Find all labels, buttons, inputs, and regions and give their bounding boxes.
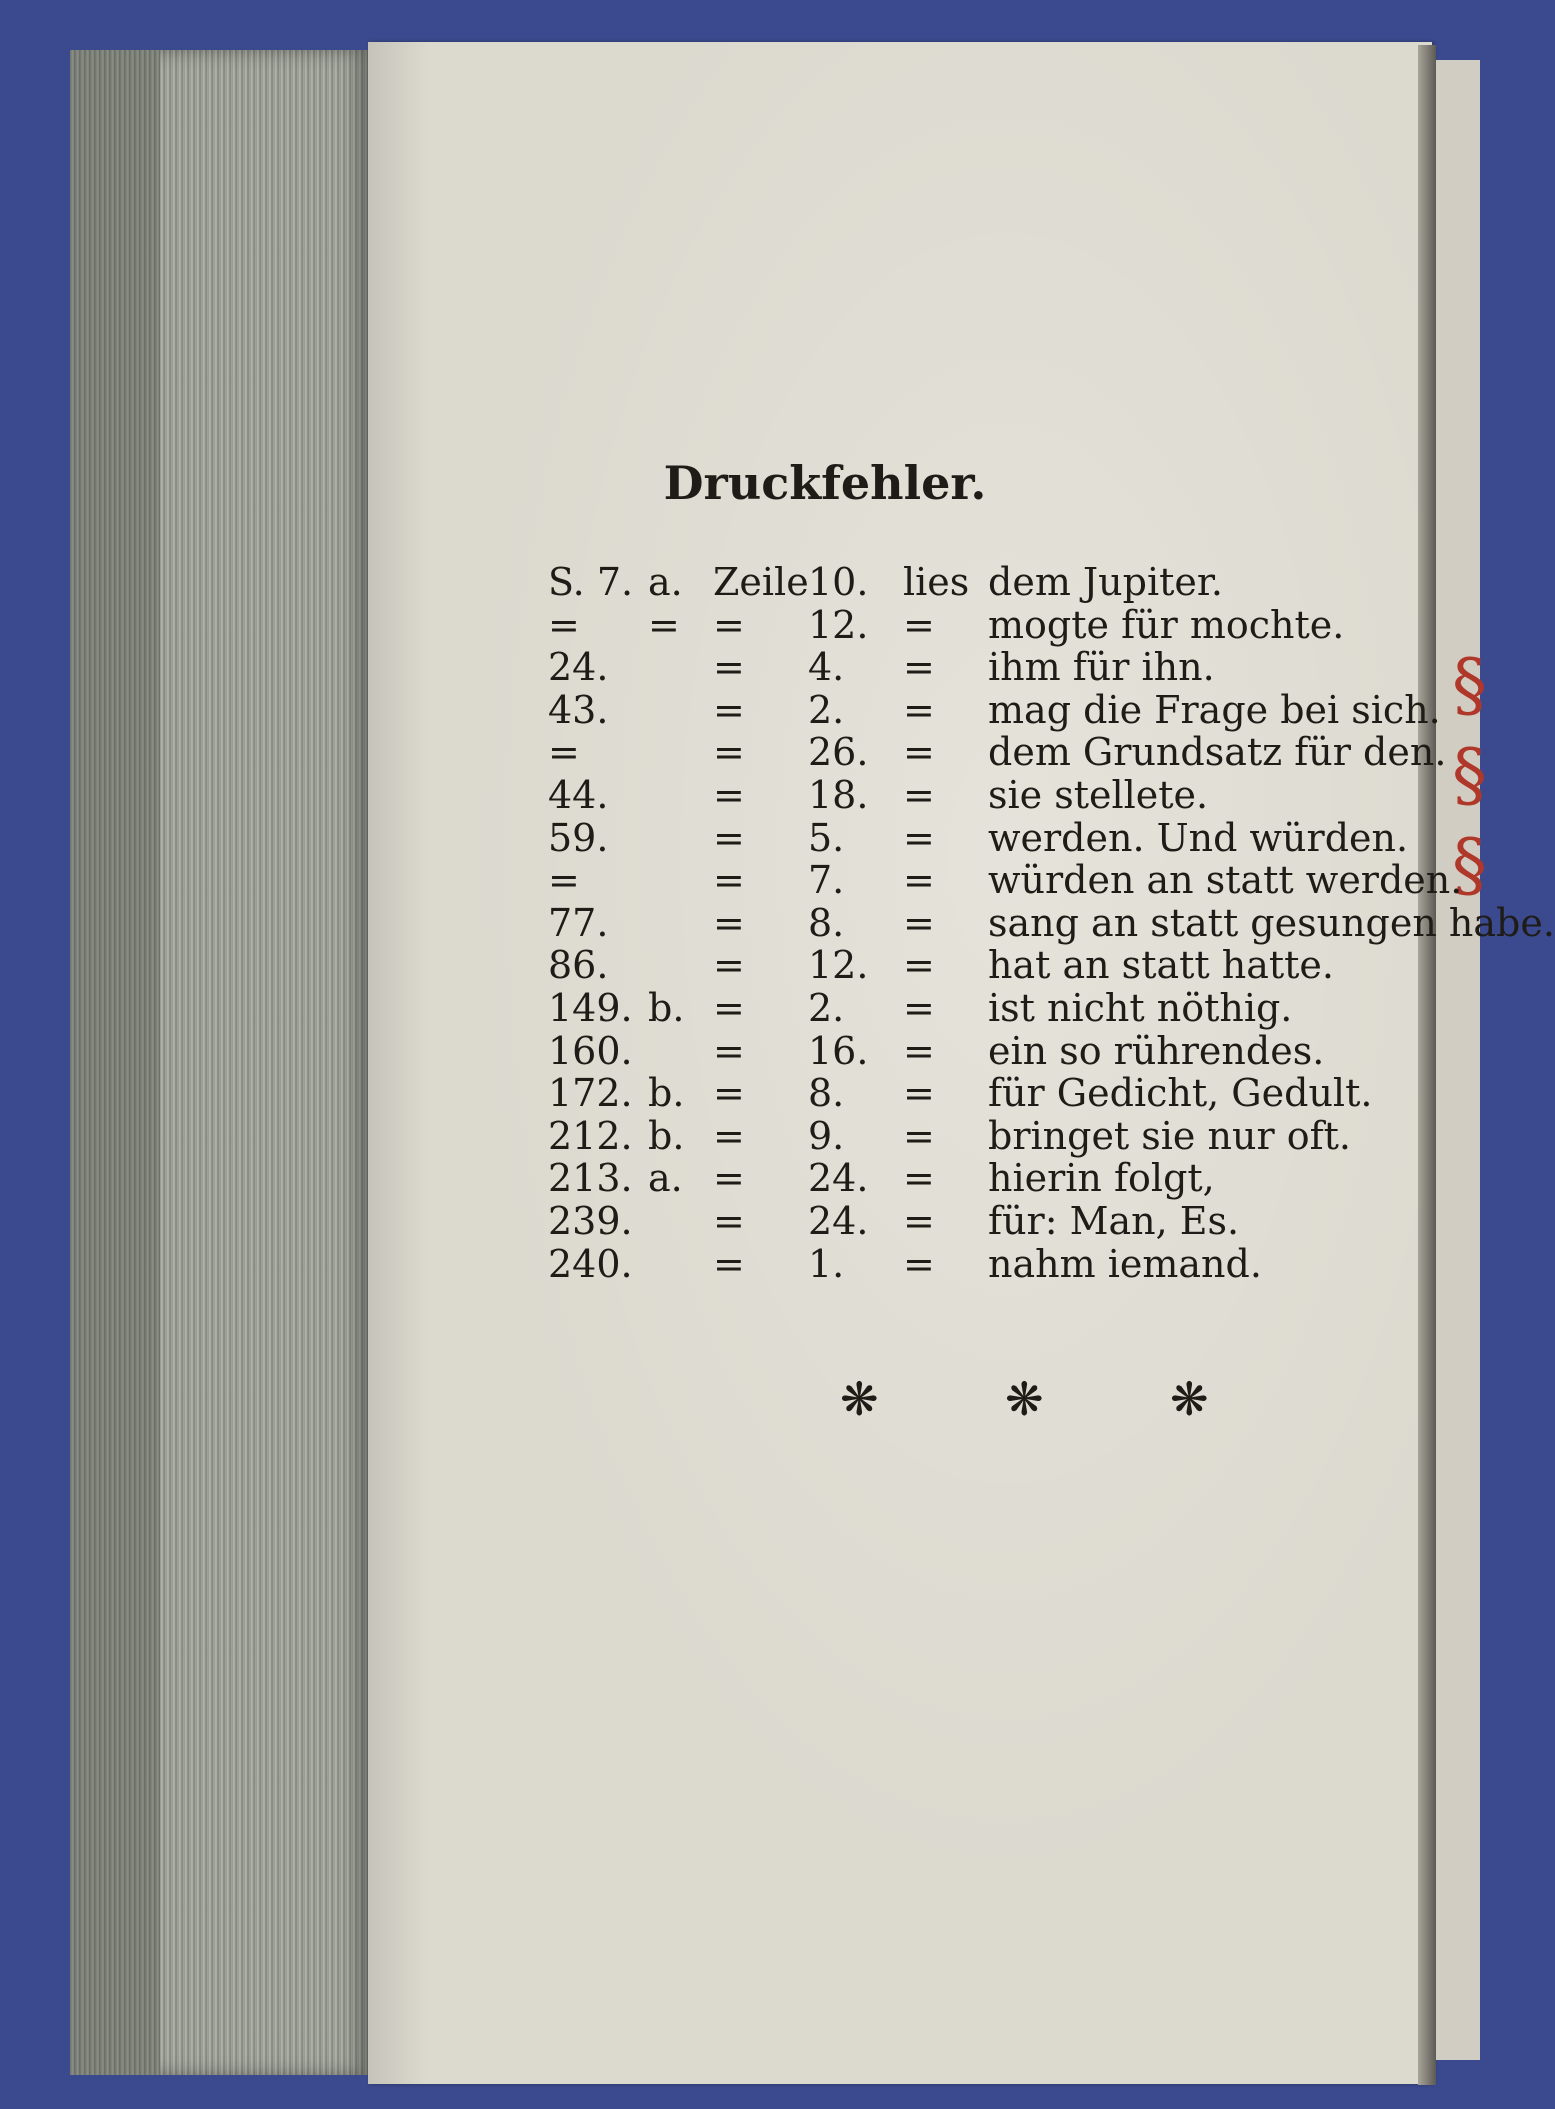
errata-zeile: = — [713, 1071, 745, 1116]
errata-line: 1. — [808, 1241, 845, 1286]
errata-zeile: = — [713, 1113, 745, 1158]
errata-zeile: = — [713, 943, 745, 988]
errata-lies: = — [903, 1071, 935, 1116]
errata-lies: lies — [903, 560, 970, 604]
ornament-row — [840, 1372, 1260, 1432]
errata-correction: bringet sie nur oft. — [988, 1113, 1351, 1158]
book-gutter — [1418, 45, 1436, 2085]
errata-correction: mag die Frage bei sich. — [988, 687, 1441, 732]
errata-correction: für: Man, Es. — [988, 1199, 1240, 1243]
errata-correction: ist nicht nöthig. — [988, 986, 1293, 1030]
errata-line: 10. — [808, 560, 869, 604]
errata-page: = — [548, 730, 580, 775]
errata-line: 16. — [808, 1028, 869, 1073]
errata-zeile: = — [713, 1241, 745, 1286]
errata-line: 12. — [808, 943, 869, 988]
errata-page: 24. — [548, 645, 609, 690]
errata-column: b. — [648, 1071, 685, 1116]
errata-zeile: = — [713, 1028, 745, 1073]
errata-line: 26. — [808, 730, 869, 775]
errata-lies: = — [903, 773, 935, 817]
red-ornament-bleed: § § § — [1452, 644, 1487, 906]
errata-correction: für Gedicht, Gedult. — [988, 1071, 1373, 1116]
errata-line: 2. — [808, 687, 845, 732]
errata-zeile: = — [713, 986, 745, 1030]
errata-line: 2. — [808, 986, 845, 1030]
ornament-icon: ❋ — [840, 1372, 879, 1426]
errata-zeile: = — [713, 645, 745, 690]
errata-correction: werden. Und würden. — [988, 815, 1409, 860]
errata-zeile: = — [713, 773, 745, 817]
book-page-edges-shadow — [70, 50, 160, 2075]
errata-line: 24. — [808, 1156, 869, 1201]
errata-line: 9. — [808, 1113, 845, 1158]
errata-column: a. — [648, 560, 683, 604]
errata-column: a. — [648, 1156, 683, 1201]
errata-lies: = — [903, 687, 935, 732]
errata-correction: nahm iemand. — [988, 1241, 1262, 1286]
errata-zeile: = — [713, 1199, 745, 1243]
errata-page: = — [548, 858, 580, 903]
errata-zeile: = — [713, 1156, 745, 1201]
errata-page: 77. — [548, 900, 609, 945]
errata-page: 59. — [548, 815, 609, 860]
errata-zeile: = — [713, 687, 745, 732]
errata-correction: hierin folgt, — [988, 1156, 1215, 1201]
errata-correction: mogte für mochte. — [988, 602, 1345, 647]
errata-lies: = — [903, 986, 935, 1030]
errata-lies: = — [903, 1113, 935, 1158]
errata-correction: hat an statt hatte. — [988, 943, 1334, 988]
errata-page: 44. — [548, 773, 609, 817]
errata-zeile: = — [713, 602, 745, 647]
errata-correction: sie stellete. — [988, 773, 1209, 817]
errata-column: b. — [648, 986, 685, 1030]
page-heading: Druckfehler. — [663, 456, 987, 510]
errata-page: 240. — [548, 1241, 633, 1286]
errata-lies: = — [903, 815, 935, 860]
errata-line: 7. — [808, 858, 845, 903]
errata-line: 5. — [808, 815, 845, 860]
errata-correction: ein so rührendes. — [988, 1028, 1325, 1073]
errata-lies: = — [903, 1199, 935, 1243]
errata-zeile: = — [713, 858, 745, 903]
errata-correction: dem Grundsatz für den. — [988, 730, 1447, 775]
errata-line: 4. — [808, 645, 845, 690]
errata-correction: ihm für ihn. — [988, 645, 1215, 690]
errata-page: 86. — [548, 943, 609, 988]
errata-page: 213. — [548, 1156, 633, 1201]
ornament-icon: ❋ — [1005, 1372, 1044, 1426]
errata-page: 160. — [548, 1028, 633, 1073]
errata-page: 212. — [548, 1113, 633, 1158]
errata-page: 239. — [548, 1199, 633, 1243]
errata-line: 8. — [808, 1071, 845, 1116]
errata-line: 24. — [808, 1199, 869, 1243]
errata-correction: würden an statt werden. — [988, 858, 1463, 903]
errata-line: 8. — [808, 900, 845, 945]
errata-page: S. 7. — [548, 560, 634, 604]
errata-zeile: = — [713, 900, 745, 945]
errata-line: 12. — [808, 602, 869, 647]
errata-lies: = — [903, 943, 935, 988]
errata-page: 43. — [548, 687, 609, 732]
errata-zeile: = — [713, 730, 745, 775]
facing-page-edge — [1436, 60, 1487, 2060]
errata-page: 149. — [548, 986, 633, 1030]
errata-zeile: = — [713, 815, 745, 860]
errata-lies: = — [903, 1156, 935, 1201]
errata-lies: = — [903, 1241, 935, 1286]
errata-lies: = — [903, 602, 935, 647]
errata-correction: sang an statt gesungen habe. — [988, 900, 1555, 945]
errata-lies: = — [903, 730, 935, 775]
errata-correction: dem Jupiter. — [988, 560, 1223, 604]
errata-lies: = — [903, 645, 935, 690]
errata-page: = — [548, 602, 580, 647]
errata-page: 172. — [548, 1071, 633, 1116]
errata-lies: = — [903, 900, 935, 945]
errata-column: b. — [648, 1113, 685, 1158]
ornament-icon: ❋ — [1170, 1372, 1209, 1426]
errata-lies: = — [903, 858, 935, 903]
errata-lies: = — [903, 1028, 935, 1073]
errata-column: = — [648, 602, 680, 647]
errata-line: 18. — [808, 773, 869, 817]
errata-zeile: Zeile — [713, 560, 809, 604]
